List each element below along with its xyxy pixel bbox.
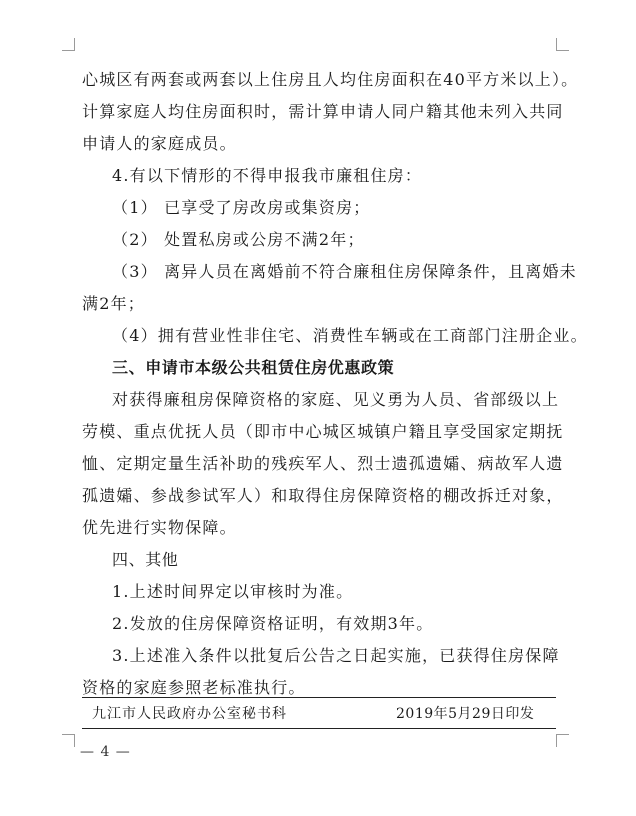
footer-rule-top bbox=[82, 697, 556, 698]
crop-mark-bottom-left bbox=[62, 734, 75, 747]
crop-mark-bottom-right bbox=[556, 734, 569, 747]
footer-rule-bottom bbox=[82, 728, 556, 729]
list-item: （4）拥有营业性非住宅、消费性车辆或在工商部门注册企业。 bbox=[112, 326, 588, 345]
body-line: 心城区有两套或两套以上住房且人均住房面积在40平方米以上）。 bbox=[82, 70, 579, 89]
list-heading: 4.有以下情形的不得申报我市廉租住房： bbox=[112, 166, 423, 185]
crop-mark-top-left bbox=[62, 38, 75, 51]
page-number: — 4 — bbox=[80, 744, 131, 760]
footer-date: 2019年5月29日印发 bbox=[396, 706, 535, 722]
crop-mark-top-right bbox=[556, 38, 569, 51]
body-line: 申请人的家庭成员。 bbox=[82, 134, 237, 153]
section-heading-3: 三、申请市本级公共租赁住房优惠政策 bbox=[112, 358, 395, 377]
body-line: 孤遗孀、参战参试军人）和取得住房保障资格的棚改拆迁对象， bbox=[82, 486, 564, 505]
body-line: 资格的家庭参照老标准执行。 bbox=[82, 678, 306, 697]
list-item: （3） 离异人员在离婚前不符合廉租住房保障条件，且离婚未 bbox=[112, 262, 577, 281]
body-line: 计算家庭人均住房面积时，需计算申请人同户籍其他未列入共同 bbox=[82, 102, 564, 121]
body-line: 满2年； bbox=[82, 294, 145, 313]
section-heading-4: 四、其他 bbox=[112, 550, 179, 569]
body-line: 对获得廉租房保障资格的家庭、见义勇为人员、省部级以上 bbox=[112, 390, 560, 409]
list-item: 3.上述准入条件以批复后公告之日起实施，已获得住房保障 bbox=[112, 646, 560, 665]
body-line: 恤、定期定量生活补助的残疾军人、烈士遗孤遗孀、病故军人遗 bbox=[82, 454, 564, 473]
list-item: 2.发放的住房保障资格证明，有效期3年。 bbox=[112, 614, 434, 633]
list-item: （1） 已享受了房改房或集资房； bbox=[112, 198, 371, 217]
list-item: （2） 处置私房或公房不满2年； bbox=[112, 230, 365, 249]
list-item: 1.上述时间界定以审核时为准。 bbox=[112, 582, 354, 601]
body-line: 优先进行实物保障。 bbox=[82, 518, 237, 537]
body-line: 劳模、重点优抚人员（即市中心城区城镇户籍且享受国家定期抚 bbox=[82, 422, 564, 441]
footer-issuer: 九江市人民政府办公室秘书科 bbox=[92, 706, 287, 722]
